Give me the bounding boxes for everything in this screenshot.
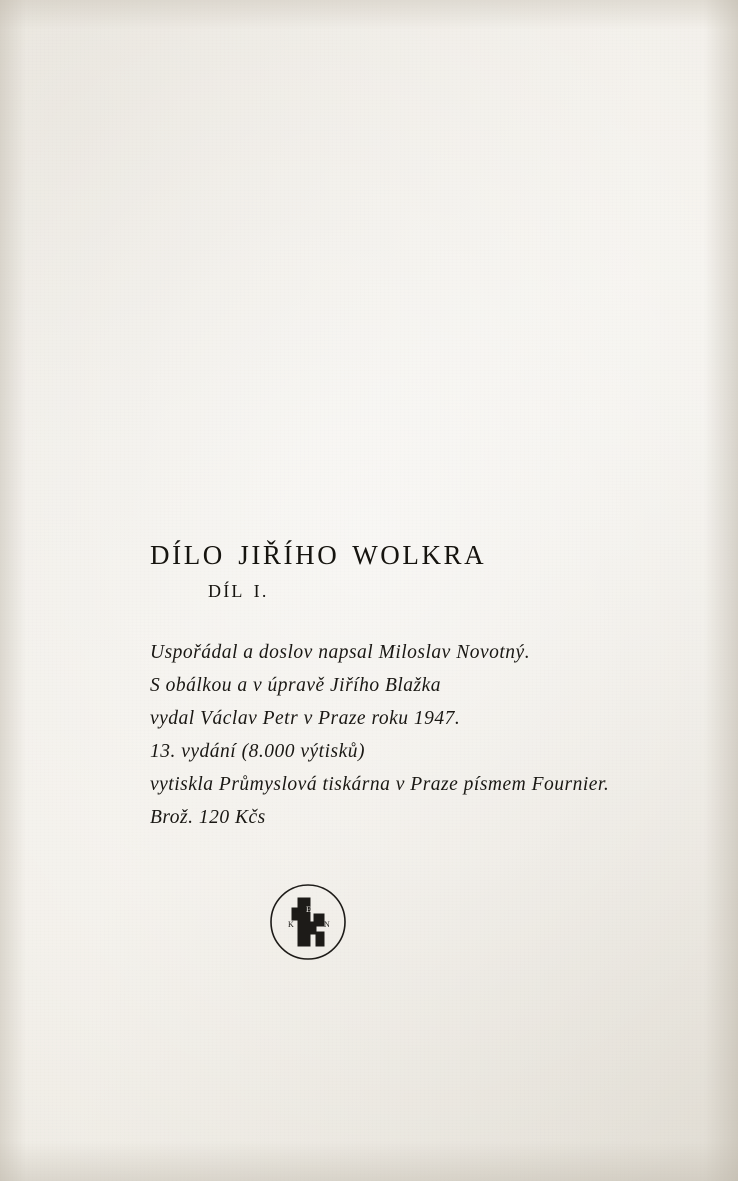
imprint-line: vydal Václav Petr v Praze roku 1947. — [150, 708, 461, 729]
emblem-letter-n: N — [324, 920, 330, 929]
publisher-emblem — [268, 882, 348, 962]
colophon-block — [150, 540, 710, 834]
emblem-letter-m: M — [293, 906, 301, 915]
imprint-line: Uspořádal a doslov napsal Miloslav Novotný. — [150, 642, 531, 663]
imprint-text — [150, 636, 710, 834]
page-edge-shadow-top — [0, 0, 738, 30]
page-edge-shadow-left — [0, 0, 26, 1181]
emblem-letter-k: K — [288, 920, 294, 929]
emblem-letter-e: E — [306, 905, 311, 914]
imprint-line: S obálkou a v úpravě Jiřího Blažka — [150, 675, 442, 696]
page-title: DÍLO JIŘÍHO WOLKRA — [150, 540, 487, 570]
imprint-line: vytiskla Průmyslová tiskárna v Praze písmem Fournier. — [150, 774, 610, 795]
imprint-line: 13. vydání (8.000 výtisků) — [150, 741, 365, 762]
imprint-line: Brož. 120 Kčs — [150, 807, 266, 828]
volume-subtitle: DÍL I. — [208, 581, 269, 601]
kmen-monogram-icon — [268, 882, 348, 962]
page-edge-shadow-bottom — [0, 1141, 738, 1181]
